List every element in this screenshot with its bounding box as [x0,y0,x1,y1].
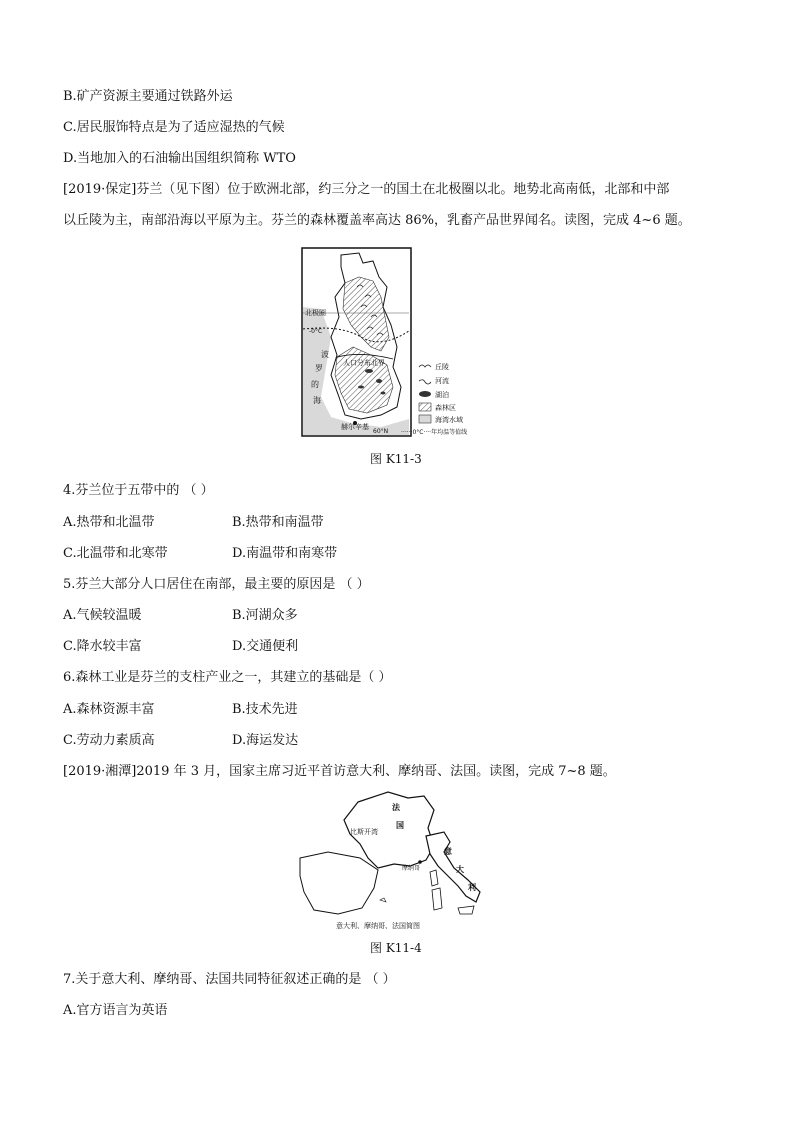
label-monaco: 摩纳哥 [402,865,421,872]
label-bay-of-biscay: 比斯开湾 [350,828,378,836]
river-legend-icon [419,380,431,384]
sea-legend-icon [419,415,431,423]
label-guo: 国 [396,821,404,830]
label-isotherm: -0°C [309,328,323,335]
legend-isotherm: ······0°C····年均温等值线 [401,429,468,436]
figure1-caption: 图 K11-3 [370,452,422,466]
legend-river: 河流 [435,377,449,385]
finland-map [301,247,501,439]
label-yi: 意 [444,847,452,856]
iberia-shape [300,852,378,914]
finland-map-figure [301,247,501,439]
label-li: 利 [468,883,476,892]
q6-option-b: B.技术先进 [232,702,298,717]
label-capital: 赫尔辛基 [341,423,369,431]
q7-option-a: A.官方语言为英语 [63,1003,168,1018]
q5-option-d: D.交通便利 [232,639,299,654]
label-arctic-circle: 北极圈 [305,309,326,317]
q5-option-b: B.河湖众多 [232,608,298,623]
label-population: 人口分布北界 [343,359,385,367]
q5-option-c: C.降水较丰富 [63,639,142,654]
q3-option-c: C.居民服饰特点是为了适应湿热的气候 [63,120,285,135]
q4-option-a: A.热带和北温带 [63,515,155,530]
france-italy-map [298,788,498,932]
label-da: 大 [456,865,464,874]
sardinia-shape [432,888,442,910]
forest-legend-icon [419,403,431,411]
q6-option-d: D.海运发达 [232,733,299,748]
map-title: 意大利、摩纳哥、法国简图 [336,922,420,930]
legend-hills: 丘陵 [435,363,449,371]
passage2-line1: [2019·湘潭]2019 年 3 月，国家主席习近平首访意大利、摩纳哥、法国。读图，完成 7~8 题。 [63,764,616,779]
q5-stem: 5.芬兰大部分人口居住在南部，最主要的原因是 （ ） [63,577,370,592]
figure2-caption: 图 K11-4 [370,941,422,955]
q3-option-d: D.当地加入的石油输出国组织简称 WTO [63,151,296,166]
q6-option-c: C.劳动力素质高 [63,733,155,748]
q4-option-b: B.热带和南温带 [232,515,324,530]
lake-legend-icon [419,391,431,397]
corsica-shape [430,870,438,886]
hills-legend-icon [419,365,431,367]
monaco-marker [418,860,422,864]
sicily-shape [458,906,474,914]
label-baltic-4: 海 [313,396,321,405]
q4-stem: 4.芬兰位于五带中的 （ ） [63,483,214,498]
passage1-line1: [2019·保定]芬兰（见下图）位于欧洲北部，约三分之一的国土在北极圈以北。地势北高南低，北部和中部 [63,182,670,197]
q3-option-b: B.矿产资源主要通过铁路外运 [63,89,233,104]
legend-forest: 森林区 [435,404,456,412]
legend-lake: 湖泊 [435,391,449,399]
label-baltic-2: 罗 [315,364,323,373]
label-fa: 法 [392,803,400,812]
label-baltic-1: 波 [321,350,329,359]
q6-stem: 6.森林工业是芬兰的支柱产业之一，其建立的基础是（ ） [63,670,392,685]
balearic-shape [380,898,386,902]
passage1-line2: 以丘陵为主，南部沿海以平原为主。芬兰的森林覆盖率高达 86%，乳畜产品世界闻名。读图，完成 4~6 题。 [63,213,691,228]
q4-option-d: D.南温带和南寒带 [232,546,338,561]
legend-sea: 海湾水域 [435,416,463,424]
label-latitude: 60°N [373,428,389,435]
q7-stem: 7.关于意大利、摩纳哥、法国共同特征叙述正确的是 （ ） [63,972,396,987]
q4-option-c: C.北温带和北寒带 [63,546,168,561]
q6-option-a: A.森林资源丰富 [63,702,155,717]
q5-option-a: A.气候较温暖 [63,608,142,623]
france-italy-map-figure [298,788,498,932]
label-baltic-3: 的 [311,380,319,389]
